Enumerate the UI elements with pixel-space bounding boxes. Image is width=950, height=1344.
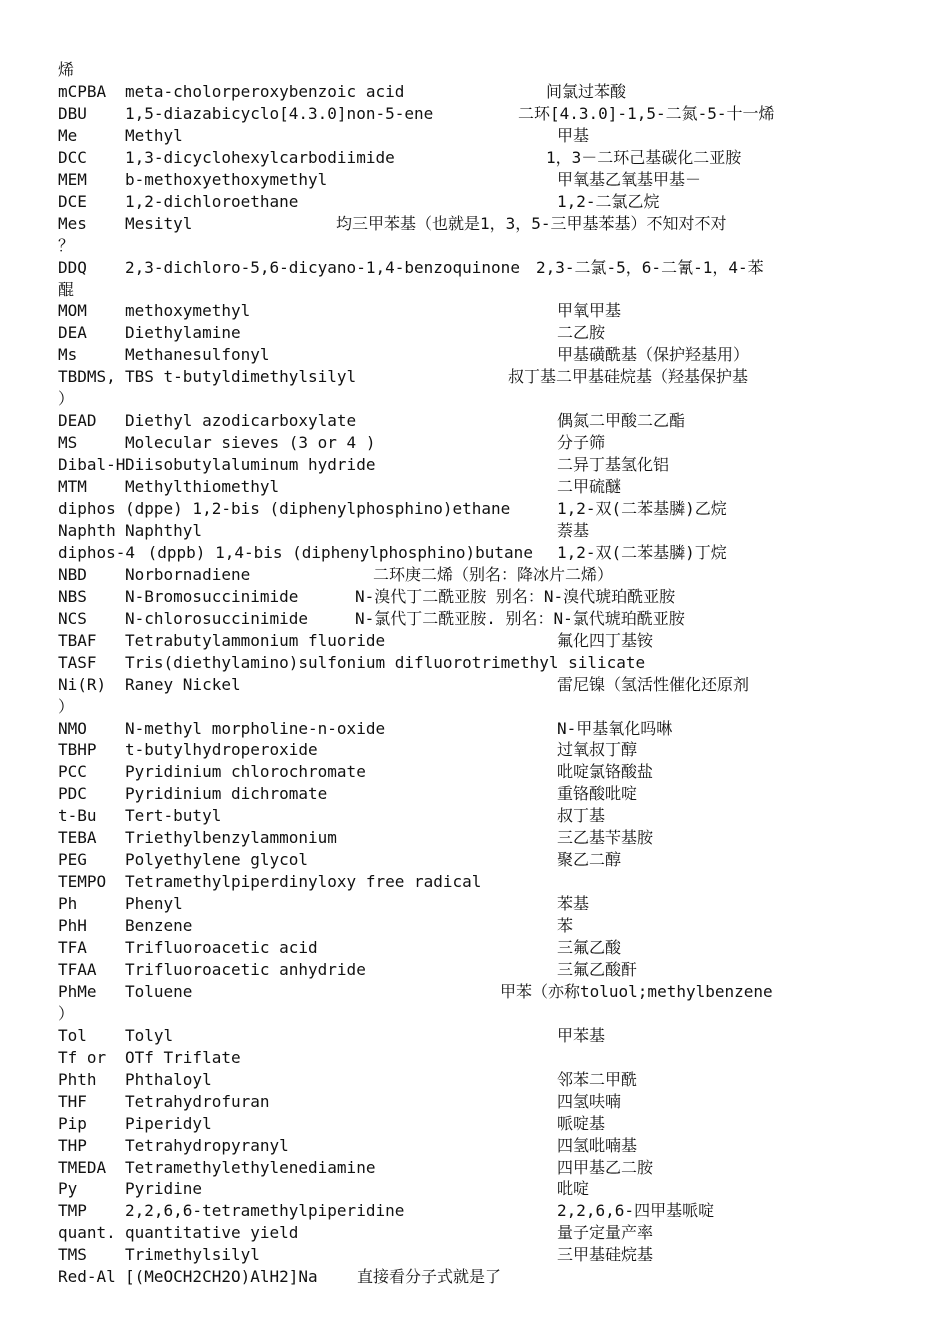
english-name: Molecular sieves (3 or 4 )	[125, 433, 376, 453]
chinese-name: 苯基	[557, 894, 590, 914]
chinese-name: 三甲基硅烷基	[557, 1245, 654, 1265]
abbreviation: Naphth	[58, 520, 116, 540]
continuation-line	[58, 697, 74, 717]
english-name: 2,3-dichloro-5,6-dicyano-1,4-benzoquinone	[125, 257, 520, 277]
continuation-line	[58, 236, 74, 256]
abbreviation: mCPBA	[58, 81, 107, 101]
chinese-name: 直接看分子式就是了	[357, 1267, 502, 1287]
chinese-name: 甲基磺酰基（保护羟基用）	[557, 345, 750, 365]
chinese-name: 叔丁基	[557, 806, 606, 826]
english-name: Phthaloyl	[125, 1069, 212, 1089]
abbreviation: Ms	[58, 345, 78, 365]
abbreviation: TFA	[58, 938, 87, 957]
line-text: ）	[58, 389, 75, 409]
english-name: Tetrahydropyranyl	[125, 1135, 289, 1155]
abbreviation: DEA	[58, 323, 87, 343]
english-name: t-butylhydroperoxide	[125, 740, 318, 760]
english-name: 1,5-diazabicyclo[4.3.0]non-5-ene	[125, 103, 434, 123]
english-name: Tetramethylpiperdinyloxy free radical	[125, 872, 482, 892]
abbreviation: Ni(R)	[58, 674, 107, 694]
abbreviation: Me	[58, 125, 78, 145]
chinese-name: 2,3-二氯-5，6-二氰-1，4-苯	[536, 257, 764, 277]
chinese-name: 二甲硫醚	[557, 477, 622, 497]
chinese-name: 甲氧甲基	[557, 301, 622, 321]
english-name: quantitative yield	[125, 1223, 299, 1243]
abbreviation: NBS	[58, 586, 87, 606]
english-name: Tetrabutylammonium fluoride	[125, 630, 386, 650]
english-name: Phenyl	[125, 894, 183, 914]
abbreviation: MTM	[58, 477, 87, 497]
abbreviation: PDC	[58, 784, 87, 804]
english-name: Piperidyl	[125, 1113, 212, 1133]
english-name: Naphthyl	[125, 520, 203, 540]
abbreviation: TMEDA	[58, 1157, 107, 1177]
chinese-name: 量子定量产率	[557, 1223, 654, 1243]
english-name: Pyridine	[125, 1179, 203, 1199]
english-name: (dppe) 1,2-bis (diphenylphosphino)ethane	[125, 499, 511, 518]
abbreviation: NMO	[58, 718, 87, 738]
english-name: 1,3-dicyclohexylcarbodiimide	[125, 147, 395, 167]
chinese-name: 吡啶	[557, 1179, 590, 1199]
chinese-name: 间氯过苯酸	[546, 81, 627, 101]
chinese-name: 哌啶基	[557, 1113, 606, 1133]
chinese-name: 1,2-双(二苯基膦)丁烷	[557, 542, 727, 562]
chinese-name: 1,2-双(二苯基膦)乙烷	[557, 499, 727, 518]
chinese-name: 苯	[557, 916, 574, 936]
chinese-name: 甲苯基	[557, 1025, 606, 1045]
english-name: (dppb) 1,4-bis (diphenylphosphino)butane	[138, 542, 533, 562]
abbreviation: DCC	[58, 147, 87, 167]
english-name: Tert-butyl	[125, 806, 222, 826]
chinese-name: 萘基	[557, 520, 590, 540]
english-name: Diethyl azodicarboxylate	[125, 411, 357, 431]
chinese-name: 氟化四丁基铵	[557, 630, 654, 650]
chinese-name: 雷尼镍（氢活性催化还原剂	[557, 674, 750, 694]
abbreviation: TMS	[58, 1245, 87, 1265]
abbreviation: TFAA	[58, 959, 97, 979]
abbreviation: Pip	[58, 1113, 87, 1133]
continuation-line	[58, 1004, 74, 1024]
english-name: 2,2,6,6-tetramethylpiperidine	[125, 1201, 405, 1221]
english-name: [(MeOCH2CH2O)AlH2]Na	[125, 1267, 318, 1287]
english-name: b-methoxyethoxymethyl	[125, 169, 328, 189]
chinese-name: 二乙胺	[557, 323, 606, 343]
abbreviation: Tf or	[58, 1047, 107, 1067]
abbreviation: Red-Al	[58, 1267, 116, 1287]
abbreviation: Dibal-H	[58, 455, 126, 475]
english-name: Methyl	[125, 125, 183, 145]
english-name: Methylthiomethyl	[125, 477, 280, 497]
abbreviation: NCS	[58, 608, 87, 628]
abbreviation: THF	[58, 1091, 87, 1111]
continuation-line	[58, 60, 74, 80]
english-name: Pyridinium dichromate	[125, 784, 328, 804]
abbreviation: MS	[58, 433, 78, 453]
chinese-name: 吡啶氯铬酸盐	[557, 762, 654, 782]
chinese-name: 甲氧基乙氧基甲基－	[557, 169, 702, 189]
abbreviation: Py	[58, 1179, 78, 1199]
chinese-name: 二环[4.3.0]-1,5-二氮-5-十一烯	[518, 103, 775, 123]
english-name: Tetramethylethylenediamine	[125, 1157, 376, 1177]
abbreviation: TMP	[58, 1201, 87, 1221]
abbreviation: TEMPO	[58, 872, 107, 892]
chinese-name: 偶氮二甲酸二乙酯	[557, 411, 686, 431]
line-text: 醌	[58, 279, 75, 299]
english-name: Trifluoroacetic acid	[125, 938, 318, 957]
chinese-name: 甲基	[557, 125, 590, 145]
abbreviation: TEBA	[58, 828, 97, 848]
chinese-name: 1，3－二环己基碳化二亚胺	[546, 147, 742, 167]
english-name: Mesityl	[125, 213, 193, 233]
english-name: Benzene	[125, 916, 193, 936]
english-name: Tris(diethylamino)sulfonium difluorotrimethyl silicate	[125, 652, 646, 672]
chinese-name: 三乙基苄基胺	[557, 828, 654, 848]
english-name: TBS t-butyldimethylsilyl	[125, 367, 357, 387]
english-name: N-chlorosuccinimide	[125, 608, 309, 628]
english-name: Trimethylsilyl	[125, 1245, 260, 1265]
chinese-name: 1,2-二氯乙烷	[557, 191, 660, 211]
english-name: Methanesulfonyl	[125, 345, 270, 365]
english-name: N-Bromosuccinimide	[125, 586, 299, 606]
line-text: ）	[58, 696, 75, 716]
chinese-name: 二环庚二烯（别名：降冰片二烯）	[373, 564, 614, 584]
english-name: Diisobutylaluminum hydride	[125, 455, 376, 475]
chinese-name: N-溴代丁二酰亚胺 别名：N-溴代琥珀酰亚胺	[355, 586, 676, 606]
chinese-name: 均三甲苯基（也就是1，3，5-三甲基苯基）不知对不对	[336, 213, 727, 233]
english-name: Raney Nickel	[125, 674, 241, 694]
chinese-name: 分子筛	[557, 433, 606, 453]
chinese-name: 四氢吡喃基	[557, 1135, 638, 1155]
chinese-name: 甲苯（亦称toluol;methylbenzene	[500, 981, 773, 1001]
line-text: ）	[58, 1003, 75, 1023]
english-name: Toluene	[125, 981, 193, 1001]
abbreviation: Phth	[58, 1069, 97, 1089]
continuation-line	[58, 389, 74, 409]
abbreviation: Ph	[58, 894, 78, 914]
abbreviation: quant.	[58, 1223, 116, 1243]
abbreviation: DDQ	[58, 257, 87, 277]
abbreviation: NBD	[58, 564, 87, 584]
english-name: methoxymethyl	[125, 301, 251, 321]
abbreviation: MEM	[58, 169, 87, 189]
english-name: OTf Triflate	[125, 1047, 241, 1067]
abbreviation: diphos	[58, 499, 116, 518]
abbreviation: DBU	[58, 103, 87, 123]
abbreviation: TBAF	[58, 630, 97, 650]
abbreviation: diphos-4	[58, 542, 136, 562]
chinese-name: 聚乙二醇	[557, 850, 622, 870]
english-name: Diethylamine	[125, 323, 241, 343]
chinese-name: 叔丁基二甲基硅烷基（羟基保护基	[508, 367, 749, 387]
chinese-name: 三氟乙酸	[557, 938, 622, 957]
abbreviation: Tol	[58, 1025, 87, 1045]
english-name: Pyridinium chlorochromate	[125, 762, 366, 782]
chinese-name: N-甲基氧化吗啉	[557, 718, 673, 738]
english-name: Tetrahydrofuran	[125, 1091, 270, 1111]
abbreviation: Mes	[58, 213, 87, 233]
abbreviation: t-Bu	[58, 806, 97, 826]
abbreviation: TBHP	[58, 740, 97, 760]
english-name: Trifluoroacetic anhydride	[125, 959, 366, 979]
abbreviation: PhMe	[58, 981, 97, 1001]
english-name: meta-cholorperoxybenzoic acid	[125, 81, 405, 101]
english-name: Triethylbenzylammonium	[125, 828, 337, 848]
chinese-name: 四甲基乙二胺	[557, 1157, 654, 1177]
chinese-name: 三氟乙酸酐	[557, 959, 638, 979]
english-name: Polyethylene glycol	[125, 850, 309, 870]
chinese-name: N-氯代丁二酰亚胺. 别名：N-氯代琥珀酰亚胺	[355, 608, 685, 628]
abbreviation: DEAD	[58, 411, 97, 431]
abbreviation: PEG	[58, 850, 87, 870]
abbreviation: PhH	[58, 916, 87, 936]
english-name: 1,2-dichloroethane	[125, 191, 299, 211]
line-text: ？	[58, 235, 75, 255]
chinese-name: 过氧叔丁醇	[557, 740, 638, 760]
abbreviation: TASF	[58, 652, 97, 672]
abbreviation: THP	[58, 1135, 87, 1155]
english-name: N-methyl morpholine-n-oxide	[125, 718, 386, 738]
english-name: Tolyl	[125, 1025, 174, 1045]
chinese-name: 2,2,6,6-四甲基哌啶	[557, 1201, 715, 1221]
chinese-name: 二异丁基氢化铝	[557, 455, 670, 475]
line-text: 烯	[58, 60, 75, 79]
abbreviation: PCC	[58, 762, 87, 782]
abbreviation: MOM	[58, 301, 87, 321]
english-name: Norbornadiene	[125, 564, 251, 584]
chinese-name: 邻苯二甲酰	[557, 1069, 638, 1089]
chinese-name: 重铬酸吡啶	[557, 784, 638, 804]
chinese-name: 四氢呋喃	[557, 1091, 622, 1111]
abbreviation: TBDMS,	[58, 367, 116, 387]
continuation-line	[58, 280, 74, 300]
abbreviation: DCE	[58, 191, 87, 211]
